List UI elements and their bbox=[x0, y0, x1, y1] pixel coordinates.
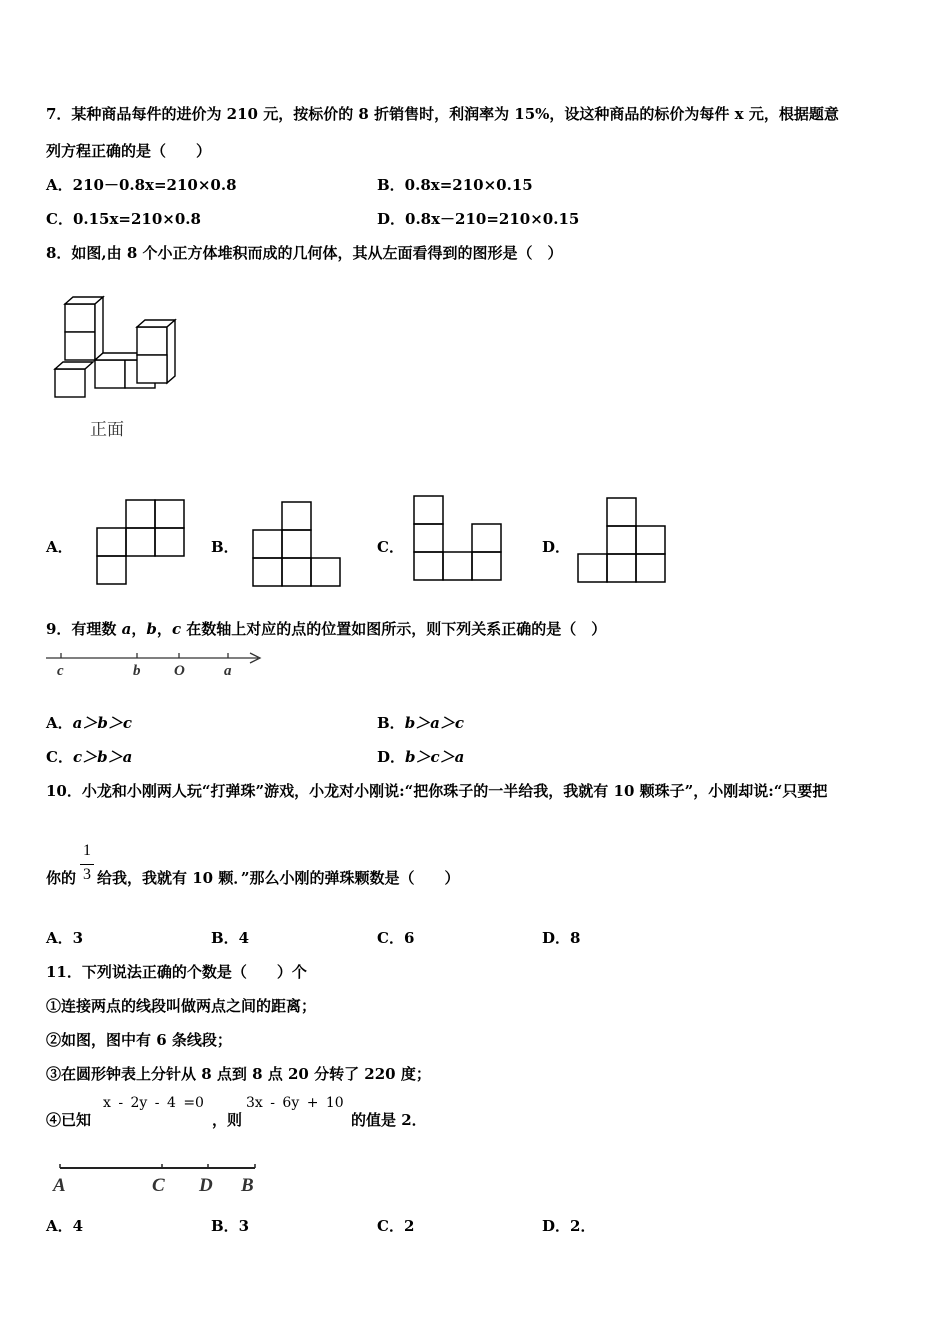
q9-option-c bbox=[46, 746, 132, 767]
q11-option-d: D．2． bbox=[542, 1217, 596, 1235]
q11-point-b-label: B bbox=[241, 1175, 254, 1196]
q7-stem-line1: 7．某种商品每件的进价为 210 元，按标价的 8 折销售时，利润率为 15%，设这种商品的标价为每件 x 元，根据题意 bbox=[46, 105, 839, 123]
q8-option-c-label: C． bbox=[377, 538, 404, 556]
q10-option-c: C．6 bbox=[377, 929, 415, 947]
q11-option-b: B．3 bbox=[211, 1217, 250, 1235]
q11-point-c-label: C bbox=[152, 1175, 165, 1196]
q11-segment-figure bbox=[50, 1158, 265, 1200]
q11-expression-2: 3x - 6y + 10 bbox=[246, 1095, 344, 1111]
q11-point-a-label: A bbox=[53, 1175, 66, 1196]
q10-fraction-numerator: 1 bbox=[83, 842, 91, 859]
q10-option-b: B．4 bbox=[211, 929, 250, 947]
q9-option-a bbox=[46, 712, 132, 733]
q9-option-c-text: c＞b＞a bbox=[72, 748, 133, 766]
q9-option-b-prefix: B． bbox=[377, 714, 405, 732]
q9-stem-post: 在数轴上对应的点的位置如图所示，则下列关系正确的是（ ） bbox=[181, 620, 607, 638]
q9-option-b bbox=[377, 712, 464, 733]
q9-option-c-prefix: C． bbox=[46, 748, 73, 766]
q11-option-c: C．2 bbox=[377, 1217, 415, 1235]
q9-var-a: a bbox=[121, 620, 132, 638]
q10-stem-line1: 10．小龙和小刚两人玩“打弹珠”游戏，小龙对小刚说:“把你珠子的一半给我，我就有 10 颗珠子”，小刚却说:“只要把 bbox=[46, 782, 828, 800]
q9-var-b: b bbox=[146, 620, 157, 638]
q10-fraction-bar bbox=[80, 864, 94, 865]
q10-stem-post: 给我，我就有 10 颗．”那么小刚的弹珠颗数是（ ） bbox=[97, 869, 460, 887]
q11-statement-3: ③在圆形钟表上分针从 8 点到 8 点 20 分转了 220 度； bbox=[46, 1065, 431, 1083]
q9-stem-pre: 9．有理数 bbox=[46, 620, 122, 638]
q9-number-line bbox=[44, 648, 269, 683]
q10-stem-pre: 你的 bbox=[46, 869, 77, 887]
q7-option-b: B．0.8x=210×0.15 bbox=[377, 176, 533, 194]
q9-axis-label-b: b bbox=[133, 663, 141, 679]
q8-option-b-figure bbox=[252, 501, 344, 589]
q10-option-d: D．8 bbox=[542, 929, 581, 947]
q8-front-label: 正面 bbox=[90, 420, 124, 440]
q9-var-c: c bbox=[171, 620, 182, 638]
q9-option-a-prefix: A． bbox=[46, 714, 73, 732]
q11-statement-4-mid: ，则 bbox=[212, 1111, 243, 1129]
q11-point-d-label: D bbox=[199, 1175, 213, 1196]
q11-statement-4-pre: ④已知 bbox=[46, 1111, 92, 1129]
q9-option-d-text: b＞c＞a bbox=[405, 748, 465, 766]
q11-statement-4-post: 的值是 2． bbox=[351, 1111, 427, 1129]
q8-option-c-figure bbox=[413, 495, 505, 583]
q8-option-a-label: A． bbox=[46, 538, 73, 556]
q8-option-d-label: D． bbox=[542, 538, 571, 556]
q11-expression-1: x - 2y - 4 =0 bbox=[103, 1095, 204, 1111]
q10-option-a: A．3 bbox=[46, 929, 84, 947]
q9-axis-label-c: c bbox=[57, 663, 64, 679]
q7-stem-line2: 列方程正确的是（ ） bbox=[46, 142, 212, 160]
q9-sep1: ， bbox=[131, 620, 147, 638]
q9-option-d-prefix: D． bbox=[377, 748, 406, 766]
q8-cube-stack-figure bbox=[50, 292, 185, 407]
q10-fraction-denominator: 3 bbox=[83, 866, 91, 883]
q7-option-a: A．210－0.8x=210×0.8 bbox=[46, 176, 237, 194]
q8-option-d-figure bbox=[577, 497, 669, 585]
q11-stem: 11．下列说法正确的个数是（ ）个 bbox=[46, 963, 307, 981]
q9-sep2: ， bbox=[156, 620, 172, 638]
q8-option-a-figure bbox=[96, 499, 188, 587]
q7-option-c: C．0.15x=210×0.8 bbox=[46, 210, 201, 228]
q9-option-a-text: a＞b＞c bbox=[72, 714, 132, 732]
q9-axis-label-a: a bbox=[224, 663, 232, 679]
q9-option-b-text: b＞a＞c bbox=[404, 714, 465, 732]
q11-statement-1: ①连接两点的线段叫做两点之间的距离； bbox=[46, 997, 317, 1015]
q9-stem bbox=[46, 618, 606, 639]
q8-stem: 8．如图,由 8 个小正方体堆积而成的几何体，其从左面看得到的图形是（ ） bbox=[46, 244, 563, 262]
q9-option-d bbox=[377, 746, 464, 767]
q11-statement-2: ②如图，图中有 6 条线段； bbox=[46, 1031, 232, 1049]
q8-option-b-label: B． bbox=[211, 538, 239, 556]
q7-option-d: D．0.8x－210=210×0.15 bbox=[377, 210, 580, 228]
q9-axis-label-origin: O bbox=[174, 663, 185, 679]
q11-option-a: A．4 bbox=[46, 1217, 84, 1235]
